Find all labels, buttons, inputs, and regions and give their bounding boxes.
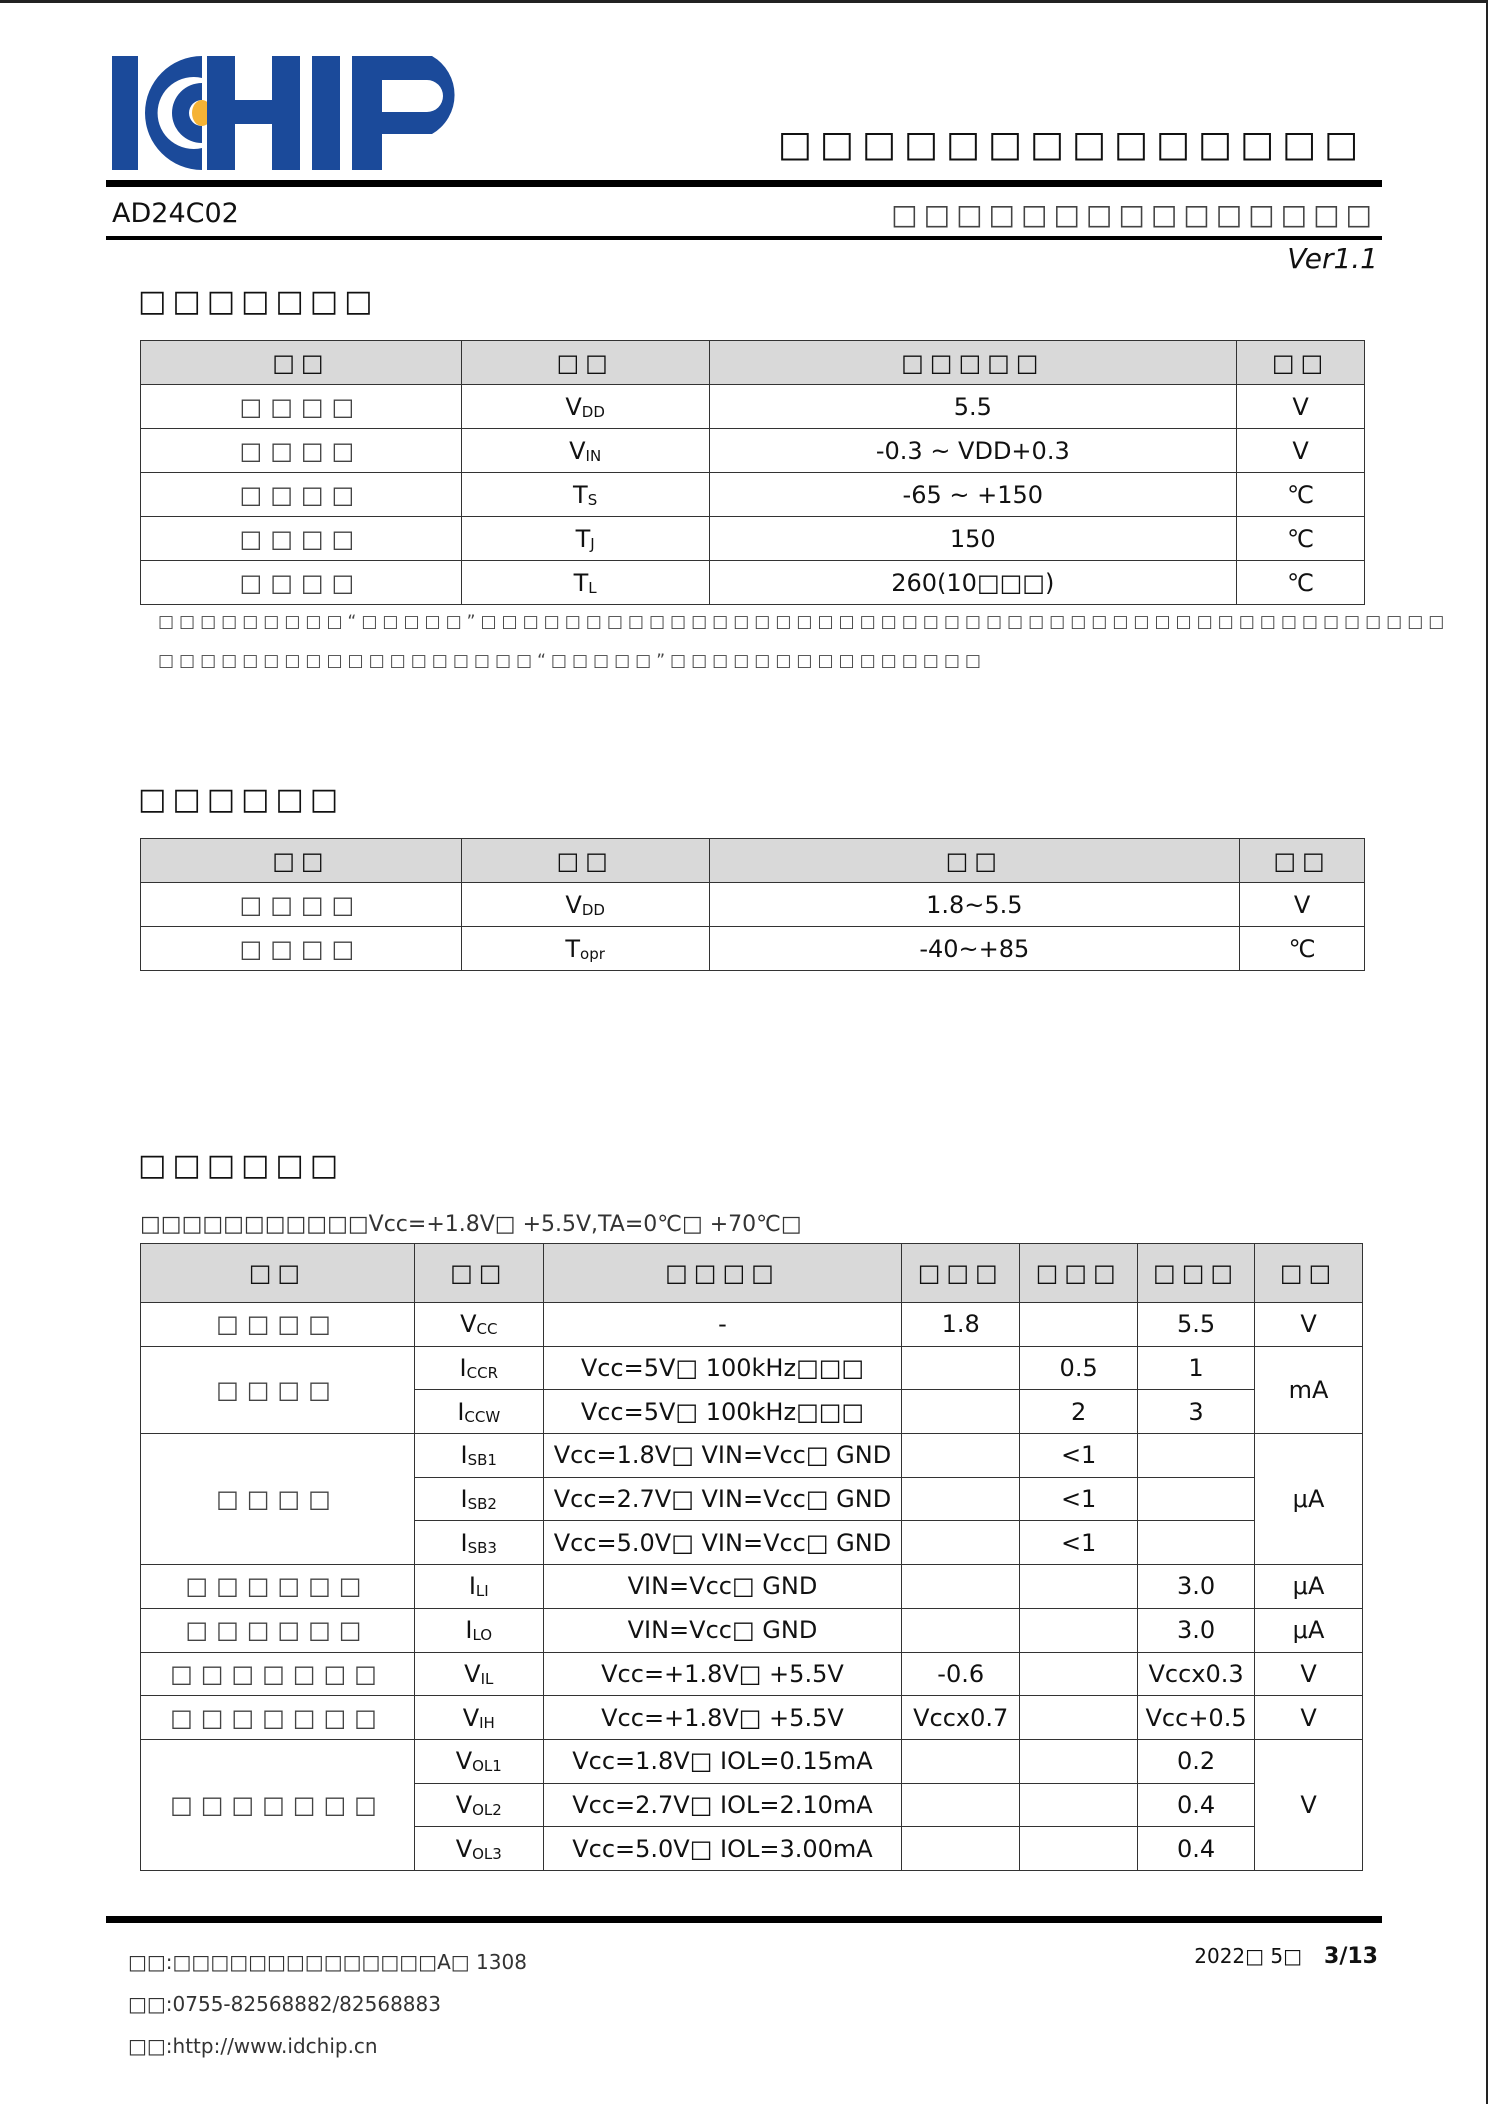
header-cell: □□□ — [1020, 1244, 1138, 1303]
table-row — [141, 1346, 1363, 1390]
condition-cell: Vcc=+1.8V□ +5.5V — [543, 1696, 902, 1740]
unit-cell: V — [1255, 1652, 1363, 1696]
symbol: I — [459, 1354, 467, 1383]
symbol-subscript: IH — [479, 1713, 495, 1732]
symbol-subscript: DD — [581, 402, 605, 421]
max-cell: 3.0 — [1138, 1608, 1255, 1652]
symbol-cell — [461, 429, 709, 473]
header-cell: □□ — [141, 1244, 415, 1303]
symbol-subscript: LI — [475, 1582, 489, 1601]
symbol-cell — [461, 927, 709, 971]
condition-cell: Vcc=5V□ 100kHz□□□ — [543, 1390, 902, 1434]
header-divider — [106, 180, 1382, 187]
unit-cell: μA — [1255, 1608, 1363, 1652]
symbol-subscript: OL3 — [472, 1844, 502, 1863]
symbol-subscript: opr — [580, 944, 605, 963]
unit-cell: V — [1240, 883, 1365, 927]
min-cell — [902, 1783, 1020, 1827]
symbol: I — [465, 1616, 473, 1645]
symbol-cell — [414, 1346, 543, 1390]
symbol: V — [455, 1834, 473, 1863]
symbol: T — [575, 524, 591, 553]
section-title-absolute-max: □□□□□□□ — [138, 284, 379, 319]
unit-cell: ℃ — [1237, 561, 1365, 605]
test-conditions: □□□□□□□□□□□Vcc=+1.8V□ +5.5V,TA=0℃□ +70℃□ — [140, 1212, 802, 1237]
min-cell — [902, 1346, 1020, 1390]
header-cell: □□ — [1255, 1244, 1363, 1303]
symbol: I — [457, 1397, 465, 1426]
condition-cell: Vcc=2.7V□ VIN=Vcc□ GND — [543, 1477, 902, 1521]
operating-conditions-table — [140, 838, 1365, 971]
symbol-cell — [414, 1521, 543, 1565]
symbol-cell — [461, 883, 709, 927]
table-row — [141, 385, 1365, 429]
symbol-subscript: SB2 — [467, 1495, 497, 1514]
max-cell — [1138, 1477, 1255, 1521]
symbol-subscript: CCR — [466, 1364, 498, 1383]
symbol-cell — [414, 1303, 543, 1347]
symbol: V — [455, 1790, 473, 1819]
symbol: V — [455, 1747, 473, 1776]
table-row — [141, 473, 1365, 517]
parameter-name: □□□□□□ — [141, 1608, 415, 1652]
document-title: □□□□□□□□□□□□□□ — [777, 124, 1366, 165]
table-row — [141, 1652, 1363, 1696]
parameter-name: □□□□□□□ — [141, 1652, 415, 1696]
symbol-cell — [414, 1434, 543, 1478]
typ-cell: <1 — [1020, 1477, 1138, 1521]
symbol: I — [460, 1528, 468, 1557]
symbol-subscript: SB3 — [467, 1538, 497, 1557]
symbol: I — [460, 1441, 468, 1470]
min-cell — [902, 1827, 1020, 1871]
symbol-cell — [461, 473, 709, 517]
min-cell: 1.8 — [902, 1303, 1020, 1347]
max-cell: Vcc+0.5 — [1138, 1696, 1255, 1740]
min-cell: -0.6 — [902, 1652, 1020, 1696]
max-cell: 3 — [1138, 1390, 1255, 1434]
condition-cell: Vcc=5.0V□ IOL=3.00mA — [543, 1827, 902, 1871]
parameter-name: □□□□ — [141, 883, 462, 927]
table-header-row — [141, 341, 1365, 385]
unit-cell: ℃ — [1240, 927, 1365, 971]
symbol-subscript: L — [588, 578, 597, 597]
absolute-max-table — [140, 340, 1365, 605]
top-border — [0, 0, 1488, 3]
typ-cell — [1020, 1696, 1138, 1740]
condition-cell: - — [543, 1303, 902, 1347]
unit-cell: mA — [1255, 1346, 1363, 1433]
table-row — [141, 1608, 1363, 1652]
symbol: V — [565, 890, 582, 919]
symbol-subscript: CCW — [464, 1407, 501, 1426]
symbol: V — [460, 1310, 477, 1339]
typ-cell — [1020, 1739, 1138, 1783]
symbol-cell — [414, 1608, 543, 1652]
header-cell: □□ — [461, 341, 709, 385]
parameter-name: □□□□ — [141, 561, 462, 605]
min-cell — [902, 1390, 1020, 1434]
condition-cell: VIN=Vcc□ GND — [543, 1608, 902, 1652]
symbol-subscript: OL2 — [472, 1800, 502, 1819]
condition-cell: Vcc=2.7V□ IOL=2.10mA — [543, 1783, 902, 1827]
symbol: V — [462, 1703, 480, 1732]
header-cell: □□ — [1240, 839, 1365, 883]
parameter-name: □□□□ — [141, 1346, 415, 1433]
note-line: □□□□□□□□□“□□□□□”□□□□□□□□□□□□□□□□□□□□□□□□□□□□□□□□□□□□□□□□□□□□□□ — [158, 612, 1450, 632]
max-cell — [1138, 1521, 1255, 1565]
section-title-dc-characteristics: □□□□□□ — [138, 1148, 345, 1183]
symbol-cell — [414, 1827, 543, 1871]
typ-cell — [1020, 1565, 1138, 1609]
min-cell — [902, 1608, 1020, 1652]
symbol-subscript: J — [590, 534, 595, 553]
symbol-subscript: IL — [480, 1669, 494, 1688]
symbol-cell — [461, 561, 709, 605]
symbol-cell — [414, 1652, 543, 1696]
min-cell — [902, 1434, 1020, 1478]
symbol-cell — [461, 517, 709, 561]
parameter-name: □□□□ — [141, 429, 462, 473]
symbol-cell — [414, 1739, 543, 1783]
condition-cell: Vcc=1.8V□ VIN=Vcc□ GND — [543, 1434, 902, 1478]
header-cell: □□□ — [902, 1244, 1020, 1303]
max-cell: 3.0 — [1138, 1565, 1255, 1609]
version: Ver1.1 — [1287, 242, 1378, 275]
symbol: T — [573, 480, 588, 509]
subheader-divider — [106, 236, 1382, 240]
max-cell: 1 — [1138, 1346, 1255, 1390]
symbol-subscript: LO — [472, 1626, 493, 1645]
table-row — [141, 1565, 1363, 1609]
table-row — [141, 429, 1365, 473]
header-cell: □□□□ — [543, 1244, 902, 1303]
model-number: AD24C02 — [112, 198, 239, 229]
max-cell: 0.2 — [1138, 1739, 1255, 1783]
header-cell: □□ — [414, 1244, 543, 1303]
typ-cell: 0.5 — [1020, 1346, 1138, 1390]
value-cell: -40~+85 — [709, 927, 1240, 971]
unit-cell: μA — [1255, 1565, 1363, 1609]
symbol: V — [569, 436, 586, 465]
symbol-cell — [414, 1696, 543, 1740]
typ-cell: 2 — [1020, 1390, 1138, 1434]
header-cell: □□ — [461, 839, 709, 883]
symbol: V — [565, 392, 582, 421]
parameter-name: □□□□□□ — [141, 1565, 415, 1609]
symbol-cell — [461, 385, 709, 429]
condition-cell: Vcc=+1.8V□ +5.5V — [543, 1652, 902, 1696]
symbol-subscript: SB1 — [467, 1451, 497, 1470]
typ-cell — [1020, 1783, 1138, 1827]
max-cell — [1138, 1434, 1255, 1478]
symbol-subscript: DD — [581, 900, 605, 919]
parameter-name: □□□□ — [141, 1303, 415, 1347]
document-subtitle: □□□□□□□□□□□□□□□ — [891, 198, 1378, 231]
min-cell — [902, 1477, 1020, 1521]
parameter-name: □□□□ — [141, 927, 462, 971]
value-cell: -65 ~ +150 — [709, 473, 1237, 517]
condition-cell: Vcc=5.0V□ VIN=Vcc□ GND — [543, 1521, 902, 1565]
header-cell: □□ — [141, 341, 462, 385]
parameter-name: □□□□ — [141, 517, 462, 561]
max-cell: Vccx0.3 — [1138, 1652, 1255, 1696]
unit-cell: V — [1255, 1696, 1363, 1740]
typ-cell — [1020, 1827, 1138, 1871]
header-cell: □□ — [141, 839, 462, 883]
condition-cell: Vcc=1.8V□ IOL=0.15mA — [543, 1739, 902, 1783]
footer-date-page — [1194, 1944, 1378, 1969]
table-row — [141, 1303, 1363, 1347]
value-cell: 1.8~5.5 — [709, 883, 1240, 927]
symbol-subscript: CC — [476, 1320, 498, 1339]
header-cell: □□ — [709, 839, 1240, 883]
ichip-logo — [112, 56, 482, 170]
symbol: V — [464, 1659, 481, 1688]
table-row — [141, 883, 1365, 927]
table-row — [141, 1434, 1363, 1478]
dc-characteristics-table — [140, 1243, 1363, 1871]
symbol-cell — [414, 1565, 543, 1609]
symbol: T — [573, 568, 589, 597]
typ-cell: <1 — [1020, 1521, 1138, 1565]
symbol-cell — [414, 1783, 543, 1827]
min-cell — [902, 1739, 1020, 1783]
page-number: 3/13 — [1324, 1944, 1378, 1969]
value-cell: 260(10□□□) — [709, 561, 1237, 605]
min-cell: Vccx0.7 — [902, 1696, 1020, 1740]
typ-cell — [1020, 1652, 1138, 1696]
symbol-subscript: IN — [585, 446, 602, 465]
parameter-name: □□□□□□□ — [141, 1739, 415, 1870]
value-cell: 150 — [709, 517, 1237, 561]
footer-date: 2022□ 5□ — [1194, 1944, 1303, 1968]
symbol: T — [565, 934, 581, 963]
max-cell: 0.4 — [1138, 1827, 1255, 1871]
table-row — [141, 1739, 1363, 1783]
unit-cell: V — [1255, 1739, 1363, 1870]
unit-cell: ℃ — [1237, 517, 1365, 561]
symbol-cell — [414, 1390, 543, 1434]
typ-cell — [1020, 1303, 1138, 1347]
note-line: □□□□□□□□□□□□□□□□□□“□□□□□”□□□□□□□□□□□□□□□ — [158, 651, 986, 671]
section-title-operating: □□□□□□ — [138, 782, 345, 817]
symbol-subscript: S — [587, 490, 598, 509]
value-cell: -0.3 ~ VDD+0.3 — [709, 429, 1237, 473]
unit-cell: V — [1237, 385, 1365, 429]
symbol: I — [460, 1485, 468, 1514]
max-cell: 5.5 — [1138, 1303, 1255, 1347]
max-cell: 0.4 — [1138, 1783, 1255, 1827]
typ-cell: <1 — [1020, 1434, 1138, 1478]
footer-address: □□:□□□□□□□□□□□□□□A□ 1308 — [128, 1950, 527, 1974]
header-cell: □□□□□ — [709, 341, 1237, 385]
table-row — [141, 1696, 1363, 1740]
footer-phone: □□:0755-82568882/82568883 — [128, 1992, 441, 2016]
footer-website[interactable]: □□:http://www.idchip.cn — [128, 2034, 378, 2058]
min-cell — [902, 1565, 1020, 1609]
footer-divider — [106, 1916, 1382, 1923]
parameter-name: □□□□ — [141, 473, 462, 517]
typ-cell — [1020, 1608, 1138, 1652]
unit-cell: μA — [1255, 1434, 1363, 1565]
table-header-row — [141, 839, 1365, 883]
table-header-row — [141, 1244, 1363, 1303]
header-cell: □□□ — [1138, 1244, 1255, 1303]
parameter-name: □□□□□□□ — [141, 1696, 415, 1740]
symbol-subscript: OL1 — [472, 1757, 502, 1776]
header-cell: □□ — [1237, 341, 1365, 385]
unit-cell: V — [1255, 1303, 1363, 1347]
condition-cell: VIN=Vcc□ GND — [543, 1565, 902, 1609]
symbol-cell — [414, 1477, 543, 1521]
table-row — [141, 561, 1365, 605]
parameter-name: □□□□ — [141, 385, 462, 429]
table-row — [141, 927, 1365, 971]
condition-cell: Vcc=5V□ 100kHz□□□ — [543, 1346, 902, 1390]
value-cell: 5.5 — [709, 385, 1237, 429]
min-cell — [902, 1521, 1020, 1565]
unit-cell: V — [1237, 429, 1365, 473]
symbol: I — [468, 1572, 476, 1601]
table-row — [141, 517, 1365, 561]
parameter-name: □□□□ — [141, 1434, 415, 1565]
unit-cell: ℃ — [1237, 473, 1365, 517]
